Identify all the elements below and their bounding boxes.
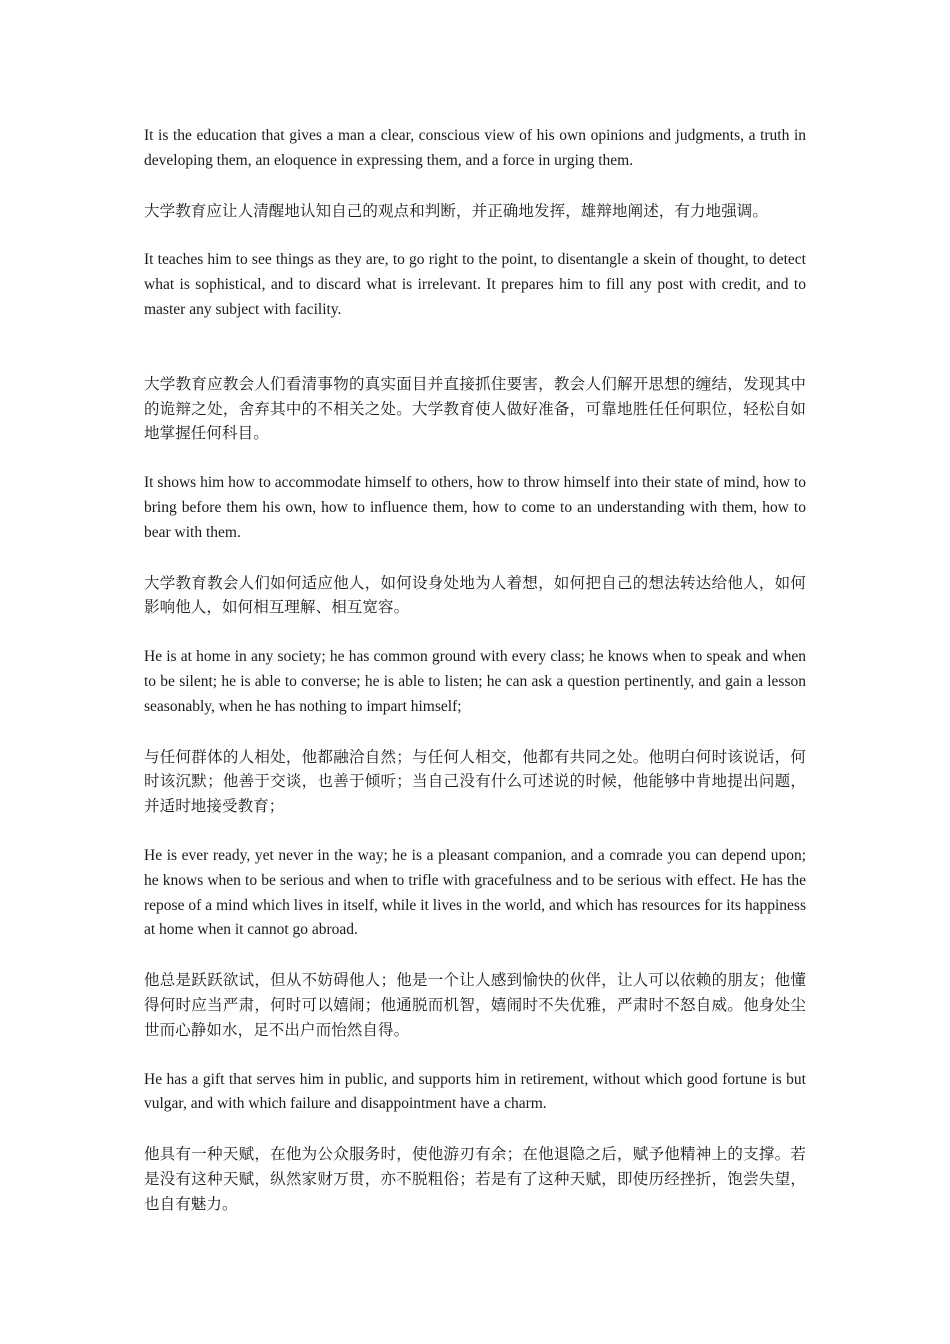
paragraph-english-1: It is the education that gives a man a clear, conscious view of his own opinions and judgments, a truth in developing them, an eloquence in expressing them, and a force in urging them. bbox=[144, 127, 806, 169]
paragraph-spacer bbox=[144, 323, 806, 372]
paragraph-spacer bbox=[144, 1043, 806, 1068]
paragraph-spacer bbox=[144, 720, 806, 745]
paragraph-spacer bbox=[144, 1117, 806, 1142]
paragraph-english-3: It shows him how to accommodate himself to others, how to throw himself into their state of mind, how to bring before them his own, how to influence them, how to come to an understanding with them, how to bear with them. bbox=[144, 474, 806, 541]
paragraph-chinese-6: 他具有一种天赋，在他为公众服务时，使他游刃有余；在他退隐之后，赋予他精神上的支撑。若是没有这种天赋，纵然家财万贯，亦不脱粗俗；若是有了这种天赋，即使历经挫折，饱尝失望，也自有魅力。 bbox=[144, 1145, 806, 1213]
paragraph-english-4: He is at home in any society; he has common ground with every class; he knows when to speak and when to be silent; he is able to converse; he is able to listen; he can ask a question pertinently, and gain a lesson seasonably, when he has nothing to impart himself; bbox=[144, 648, 806, 715]
paragraph-spacer bbox=[144, 446, 806, 471]
paragraph-english-6: He has a gift that serves him in public, and supports him in retirement, without which good fortune is but vulgar, and with which failure and disappointment have a charm. bbox=[144, 1070, 806, 1113]
paragraph-spacer bbox=[144, 223, 806, 248]
paragraph-chinese-1: 大学教育应让人清醒地认知自己的观点和判断，并正确地发挥，雄辩地阐述，有力地强调。 bbox=[144, 201, 769, 220]
paragraph-spacer bbox=[144, 620, 806, 645]
paragraph-chinese-3: 大学教育教会人们如何适应他人，如何设身处地为人着想，如何把自己的想法转达给他人，如何影响他人，如何相互理解、相互宽容。 bbox=[144, 573, 806, 617]
paragraph-chinese-4: 与任何群体的人相处，他都融洽自然；与任何人相交，他都有共同之处。他明白何时该说话，何时该沉默；他善于交谈，也善于倾听；当自己没有什么可述说的时候，他能够中肯地提出问题，并适时地接受教育； bbox=[144, 747, 806, 816]
paragraph-spacer bbox=[144, 174, 806, 199]
paragraph-spacer bbox=[144, 943, 806, 968]
paragraph-english-2: It teaches him to see things as they are, to go right to the point, to disentangle a skein of thought, to detect what is sophistical, and to discard what is irrelevant. It prepares him to fill any post with credit, and to master any subject with facility. bbox=[144, 251, 806, 318]
paragraph-spacer bbox=[144, 819, 806, 844]
paragraph-chinese-5: 他总是跃跃欲试，但从不妨碍他人；他是一个让人感到愉快的伙伴，让人可以依赖的朋友；他懂得何时应当严肃，何时可以嬉闹；他通脱而机智，嬉闹时不失优雅，严肃时不怒自威。他身处尘世而心静如水，足不出户而怡然自得。 bbox=[144, 971, 806, 1039]
document-body bbox=[144, 124, 806, 1217]
paragraph-chinese-2: 大学教育应教会人们看清事物的真实面目并直接抓住要害，教会人们解开思想的缠结，发现其中的诡辩之处，舍弃其中的不相关之处。大学教育使人做好准备，可靠地胜任任何职位，轻松自如地掌握任何科目。 bbox=[144, 374, 806, 443]
paragraph-english-5: He is ever ready, yet never in the way; he is a pleasant companion, and a comrade you can depend upon; he knows when to be serious and when to trifle with gracefulness and to be serious with effect. He has the repose of a mind which lives in itself, while it lives in the world, and which has resources for its happiness at home when it cannot go abroad. bbox=[144, 846, 806, 939]
paragraph-spacer bbox=[144, 546, 806, 571]
